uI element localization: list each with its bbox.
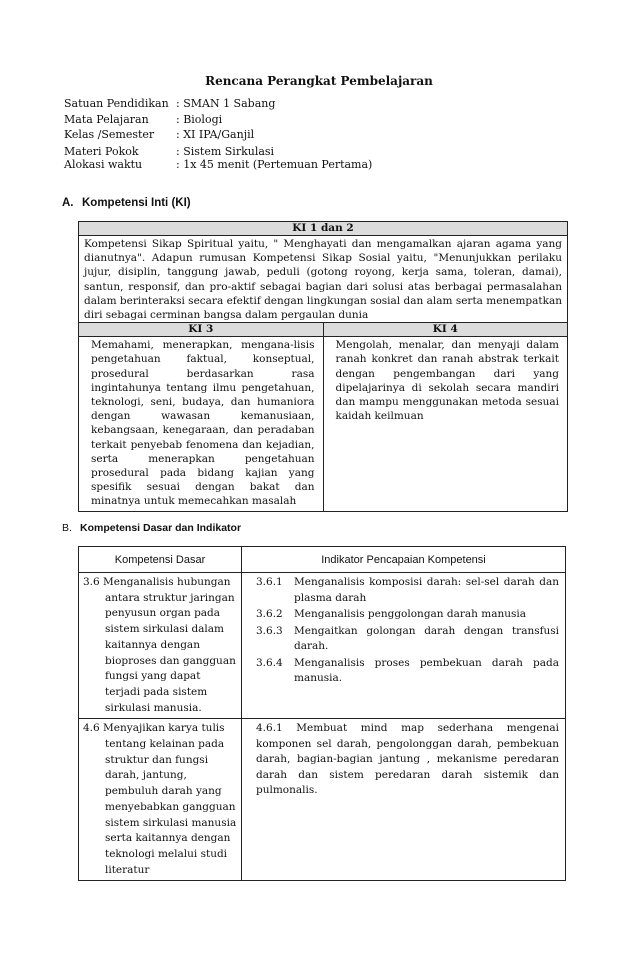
indicator-cell: [242, 719, 566, 881]
info-label: Alokasi waktu: [64, 157, 143, 171]
ki4-header: KI 4: [323, 323, 568, 337]
ki3-header: KI 3: [79, 323, 324, 337]
ki4-text: Mengolah, menalar, dan menyaji dalam ranah konkret dan ranah abstrak terkait dengan pengembangan dari yang dipelajarinya di sekolah secara mandiri dan mampu menggunakan metoda sesuai kaidah keilmuan: [323, 337, 568, 511]
indicator-item: [256, 607, 559, 623]
indicator-header: Indikator Pencapaian Kompetensi: [242, 547, 566, 573]
table-row: [79, 573, 566, 719]
section-title: Kompetensi Inti (KI): [82, 197, 191, 209]
info-row: [64, 146, 372, 158]
info-row: [64, 96, 372, 112]
indicator-number: 3.6.2: [256, 608, 283, 620]
indicator-text: Menganalisis komposisi darah: sel-sel darah dan plasma darah: [294, 576, 559, 604]
ki12-header: KI 1 dan 2: [79, 222, 568, 236]
indicator-item: [256, 624, 559, 655]
section-b-heading: [62, 522, 241, 534]
indicator-item: [256, 656, 559, 687]
info-value: : Biologi: [176, 112, 223, 126]
table-row: [79, 719, 566, 881]
indicator-item: [256, 575, 559, 606]
indicator-cell: [242, 573, 566, 719]
info-row: [64, 127, 372, 143]
document-title: Rencana Perangkat Pembelajaran: [205, 74, 433, 88]
document-info: [64, 96, 372, 171]
indicator-text: Mengaitkan golongan darah dengan transfusi darah.: [294, 624, 559, 652]
kd-table: [78, 546, 566, 881]
info-row: [64, 158, 372, 171]
ki-table: [78, 221, 568, 512]
indicator-number: 3.6.1: [256, 576, 283, 588]
kd-text: 3.6 Menganalisis hubungan antara struktur jaringan penyusun organ pada sistem sirkulasi dalam kaitannya dengan bioproses dan gangguan fungsi yang dapat terjadi pada sistem sirkulasi manusia.: [83, 576, 236, 714]
section-a-heading: [62, 197, 191, 209]
kd-text: 4.6 Menyajikan karya tulis tentang kelainan pada struktur dan fungsi darah, jantung, pembuluh darah yang menyebabkan gangguan sistem sirkulasi manusia serta kaitannya dengan teknologi melalui studi literatur: [83, 722, 237, 876]
info-label: Kelas /Semester: [64, 128, 155, 141]
info-value: : Sistem Sirkulasi: [176, 144, 275, 158]
section-title: Kompetensi Dasar dan Indikator: [80, 522, 242, 534]
info-label: Mata Pelajaran: [64, 112, 149, 126]
info-value: : XI IPA/Ganjil: [176, 128, 255, 141]
kd-cell: [79, 719, 242, 881]
kd-header: Kompetensi Dasar: [79, 547, 242, 573]
indicator-text: 4.6.1 Membuat mind map sederhana mengenai komponen sel darah, pengolonggan darah, pembekuan darah, bagian-bagian jantung , mekanisme peredaran darah dan sistem peredaran darah sistemik dan pulmonalis.: [256, 722, 559, 797]
info-label: Satuan Pendidikan: [64, 97, 169, 110]
info-label: Materi Pokok: [64, 144, 139, 158]
indicator-text: Menganalisis proses pembekuan darah pada manusia.: [294, 656, 559, 684]
info-value: : SMAN 1 Sabang: [176, 97, 276, 110]
section-number: B.: [62, 522, 72, 534]
ki3-text: Memahami, menerapkan, mengana-lisis pengetahuan faktual, konseptual, prosedural berdasarkan rasa ingintahunya tentang ilmu pengetahuan, teknologi, seni, budaya, dan humaniora dengan wawasan kemanusiaan, kebangsaan, kenegaraan, dan peradaban terkait penyebab fenomena dan kejadian, serta menerapkan pengetahuan prosedural pada bidang kajian yang spesifik sesuai dengan bakat dan minatnya untuk memecahkan masalah: [79, 337, 324, 511]
section-number: A.: [62, 197, 74, 209]
ki12-text: Kompetensi Sikap Spiritual yaitu, " Menghayati dan mengamalkan ajaran agama yang dianutnya". Adapun rumusan Kompetensi Sikap Sosial yaitu, "Menunjukkan perilaku jujur, disiplin, tanggung jawab, peduli (gotong royong, kerja sama, toleran, damai), santun, responsif, dan pro-aktif sebagai bagian dari solusi atas berbagai permasalahan dalam berinteraksi secara efektif dengan lingkungan sosial dan alam serta menempatkan diri sebagai cerminan bangsa dalam pergaulan dunia: [79, 236, 568, 323]
indicator-number: 3.6.4: [256, 656, 283, 669]
info-value: : 1x 45 menit (Pertemuan Pertama): [176, 157, 373, 171]
info-row: [64, 112, 372, 128]
kd-cell: [79, 573, 242, 719]
indicator-number: 3.6.3: [256, 624, 283, 637]
indicator-text: Menganalisis penggolongan darah manusia: [294, 608, 527, 620]
